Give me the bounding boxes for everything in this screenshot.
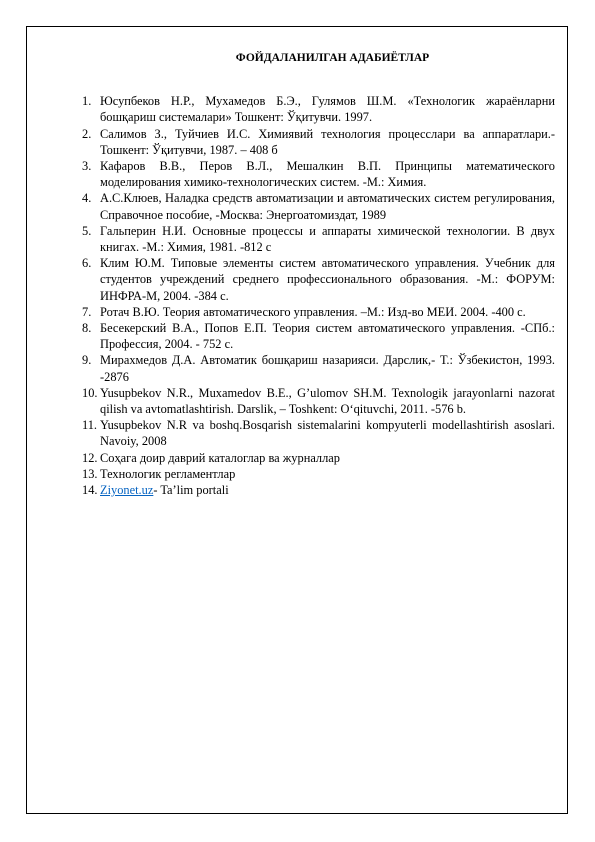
reference-text: Ротач В.Ю. Теория автоматического управления. –М.: Изд-во МЕИ. 2004. -400 с. (100, 304, 526, 319)
list-item (82, 93, 555, 125)
item-number: 8. (82, 321, 92, 336)
reference-text: Yusupbekov N.R., Muxamedov B.E., G’ulomov SH.M. Texnologik jarayonlarni nazorat qilish va avtomatlashtirish. Darslik, – Toshkent: O‘qituvchi, 2011. -576 b. (100, 385, 555, 417)
list-item (82, 482, 555, 498)
page-title: ФОЙДАЛАНИЛГАН АДАБИЁТЛАР (235, 52, 430, 64)
item-number: 2. (82, 126, 92, 141)
item-number: 6. (82, 256, 92, 271)
item-number: 4. (82, 191, 92, 206)
item-number: 13. (82, 466, 98, 481)
reference-text: Технологик регламентлар (100, 466, 236, 481)
reference-text: Салимов З., Туйчиев И.С. Химиявий технология процесслари ва аппаратлари.- Тошкент: Ўқитувчи, 1987. – 408 б (100, 126, 555, 157)
item-number: 14. (82, 483, 98, 498)
list-item (82, 223, 555, 255)
item-number: 7. (82, 304, 92, 319)
reference-text: Кафаров В.В., Перов В.Л., Мешалкин В.П. Принципы математического моделирования химико-технологических систем. -М.: Химия. (100, 159, 555, 190)
reference-text: Юсупбеков Н.Р., Мухамедов Б.Э., Гулямов Ш.М. «Технологик жараёнларни бошқариш системалари» Тошкент: Ўқитувчи. 1997. (100, 94, 555, 125)
item-number: 10. (82, 385, 98, 400)
reference-text: Yusupbekov N.R va boshq.Bosqarish sistemalarini kompyuterli modellashtirish asoslari. Navoiy, 2008 (100, 418, 555, 449)
list-item (82, 352, 555, 384)
list-item (82, 466, 555, 482)
item-number: 1. (82, 94, 92, 109)
list-item (82, 385, 555, 417)
list-item (82, 190, 555, 222)
reference-list (82, 93, 555, 498)
item-number: 9. (82, 353, 92, 368)
reference-text: - Ta’lim portali (153, 483, 229, 498)
list-item (82, 417, 555, 449)
document-body (82, 50, 555, 498)
item-number: 3. (82, 159, 92, 174)
item-number: 5. (82, 223, 92, 238)
ziyonet-link[interactable]: Ziyonet.uz (100, 483, 154, 498)
reference-text: Мирахмедов Д.А. Автоматик бошқариш назарияси. Дарслик,- Т.: Ўзбекистон, 1993. -2876 (100, 353, 555, 384)
reference-text: А.С.Клюев, Наладка средств автоматизации и автоматических систем регулирования, Справочное пособие, -Москва: Энергоатомиздат, 1989 (100, 191, 555, 222)
list-item (82, 320, 555, 352)
list-item (82, 158, 555, 190)
reference-text: Гальперин Н.И. Основные процессы и аппараты химической технологии. В двух книгах. -М.: Химия, 1981. -812 с (100, 223, 555, 255)
list-item (82, 255, 555, 304)
list-item (82, 450, 555, 466)
list-item (82, 126, 555, 158)
reference-text: Клим Ю.М. Типовые элементы систем автоматического управления. Учебник для студентов учреждений среднего профессионального образования. -М.: ФОРУМ: ИНФРА-М, 2004. -384 с. (100, 256, 555, 303)
item-number: 11. (82, 418, 98, 433)
item-number: 12. (82, 450, 98, 465)
list-item (82, 304, 555, 320)
reference-text: Соҳага доир даврий каталоглар ва журналлар (100, 450, 340, 465)
reference-text: Бесекерский В.А., Попов Е.П. Теория систем автоматического управления. -СПб.: Профессия, 2004. - 752 с. (100, 321, 555, 352)
